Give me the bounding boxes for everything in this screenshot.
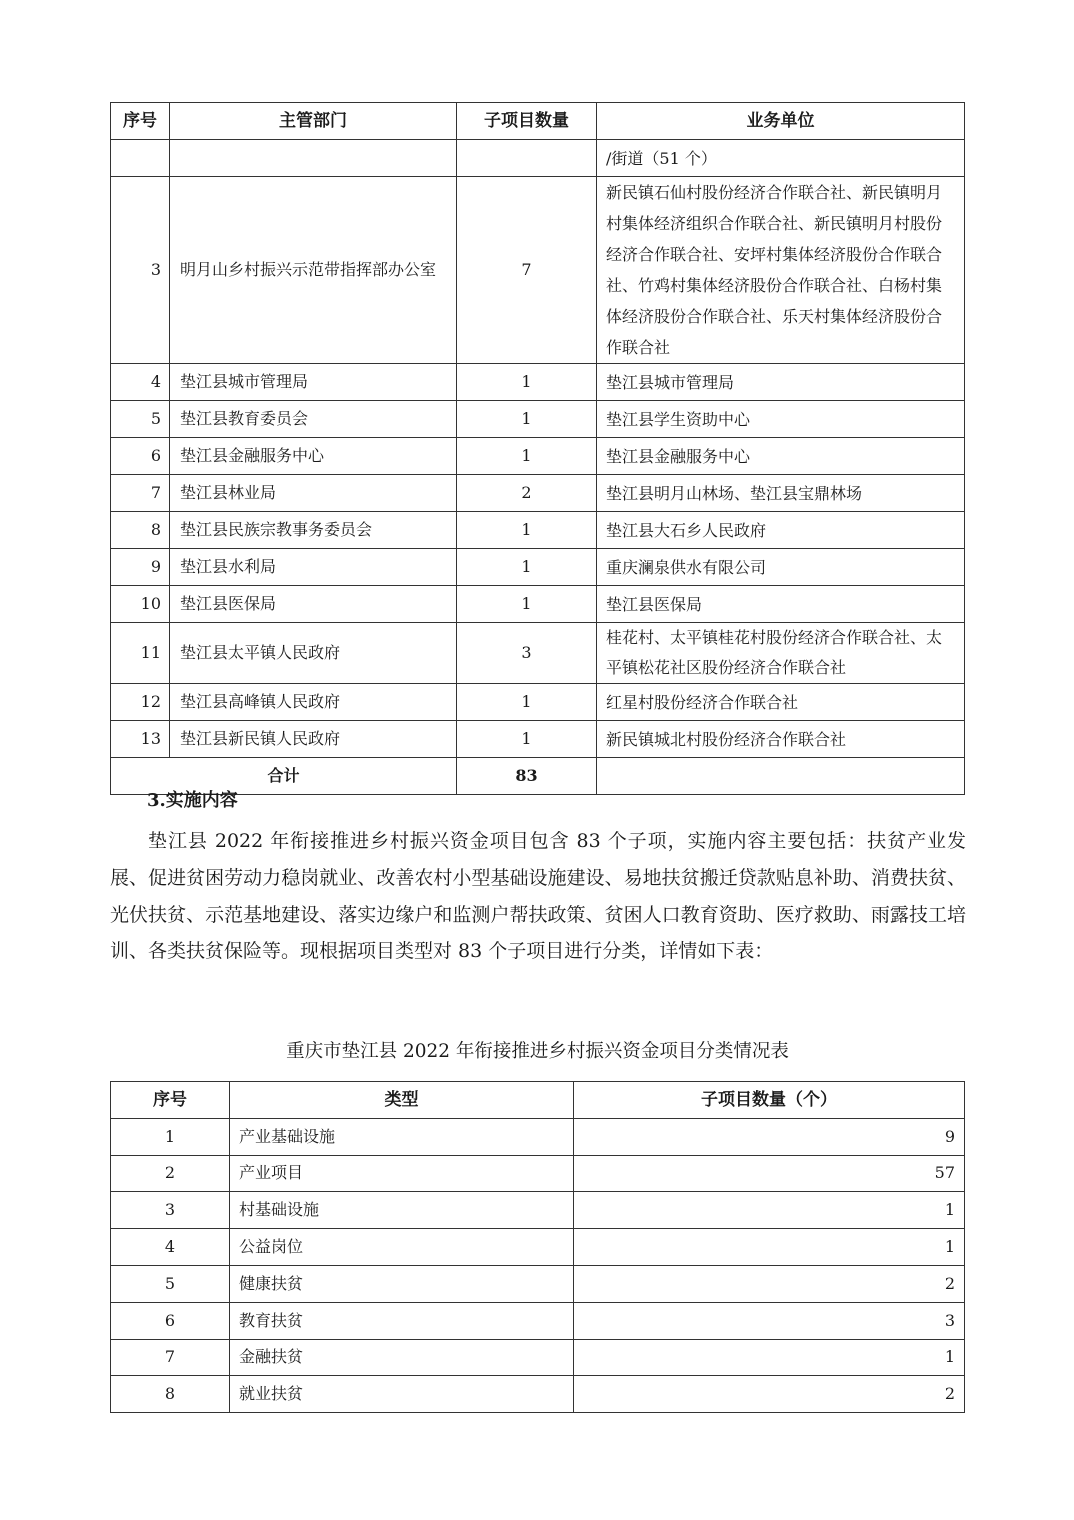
cell-type: 产业基础设施 [230,1118,574,1155]
cell-department: 垫江县新民镇人民政府 [170,721,457,758]
table-row [111,586,965,623]
cell-no: 8 [111,1376,230,1413]
table-row [111,1376,965,1413]
cell-count: 1 [457,721,597,758]
table-row-total [111,758,965,795]
total-units [597,758,965,795]
table-row [111,721,965,758]
header-units: 业务单位 [597,103,965,140]
table-row [111,438,965,475]
cell-department [170,140,457,177]
department-table-header [111,103,965,140]
cell-type: 健康扶贫 [230,1265,574,1302]
cell-units: /街道（51 个） [597,140,965,177]
cell-type: 金融扶贫 [230,1339,574,1376]
table-row [111,1192,965,1229]
cell-department: 垫江县金融服务中心 [170,438,457,475]
cell-count: 1 [457,401,597,438]
table-row-continued [111,140,965,177]
cell-type: 教育扶贫 [230,1302,574,1339]
cell-department: 明月山乡村振兴示范带指挥部办公室 [170,177,457,364]
table-row [111,684,965,721]
cell-units: 垫江县大石乡人民政府 [597,512,965,549]
table-row [111,1155,965,1192]
header-no: 序号 [111,1082,230,1119]
cell-no: 8 [111,512,170,549]
cell-units: 垫江县金融服务中心 [597,438,965,475]
cell-units: 新民镇城北村股份经济合作联合社 [597,721,965,758]
table-caption: 重庆市垫江县 2022 年衔接推进乡村振兴资金项目分类情况表 [286,1041,789,1062]
cell-count: 2 [574,1265,965,1302]
cell-no: 3 [111,177,170,364]
cell-no: 3 [111,1192,230,1229]
table-row [111,1339,965,1376]
cell-no: 6 [111,1302,230,1339]
category-table-header [111,1082,965,1119]
cell-count: 1 [457,364,597,401]
cell-type: 产业项目 [230,1155,574,1192]
cell-no: 5 [111,401,170,438]
cell-count: 2 [574,1376,965,1413]
cell-department: 垫江县教育委员会 [170,401,457,438]
cell-no [111,140,170,177]
cell-type: 村基础设施 [230,1192,574,1229]
cell-department: 垫江县高峰镇人民政府 [170,684,457,721]
cell-no: 7 [111,475,170,512]
cell-units: 新民镇石仙村股份经济合作联合社、新民镇明月村集体经济组织合作联合社、新民镇明月村股份经济合作联合社、安坪村集体经济股份合作联合社、竹鸡村集体经济股份合作联合社、白杨村集体经济股份合作联合社、乐天村集体经济股份合作联合社 [597,177,965,364]
section-heading: 3.实施内容 [147,790,238,811]
cell-count: 3 [457,623,597,684]
cell-units: 垫江县明月山林场、垫江县宝鼎林场 [597,475,965,512]
cell-units: 重庆澜泉供水有限公司 [597,549,965,586]
cell-count: 9 [574,1118,965,1155]
table-row [111,512,965,549]
cell-count: 57 [574,1155,965,1192]
table-row [111,1229,965,1266]
cell-no: 13 [111,721,170,758]
total-count: 83 [457,758,597,795]
cell-count: 1 [457,684,597,721]
table-row [111,549,965,586]
cell-no: 7 [111,1339,230,1376]
cell-department: 垫江县城市管理局 [170,364,457,401]
cell-no: 4 [111,1229,230,1266]
cell-count: 3 [574,1302,965,1339]
department-table [110,102,965,795]
table-row [111,623,965,684]
table-row [111,177,965,364]
table-row [111,364,965,401]
cell-no: 12 [111,684,170,721]
cell-units: 垫江县医保局 [597,586,965,623]
table-row [111,1118,965,1155]
header-count: 子项目数量（个） [574,1082,965,1119]
cell-units: 垫江县城市管理局 [597,364,965,401]
header-count: 子项目数量 [457,103,597,140]
cell-no: 2 [111,1155,230,1192]
cell-units: 垫江县学生资助中心 [597,401,965,438]
cell-department: 垫江县医保局 [170,586,457,623]
table-row [111,475,965,512]
cell-units: 红星村股份经济合作联合社 [597,684,965,721]
cell-count: 1 [574,1229,965,1266]
cell-no: 4 [111,364,170,401]
cell-no: 1 [111,1118,230,1155]
cell-units: 桂花村、太平镇桂花村股份经济合作联合社、太平镇松花社区股份经济合作联合社 [597,623,965,684]
cell-type: 公益岗位 [230,1229,574,1266]
section-paragraph: 垫江县 2022 年衔接推进乡村振兴资金项目包含 83 个子项，实施内容主要包括：扶贫产业发展、促进贫困劳动力稳岗就业、改善农村小型基础设施建设、易地扶贫搬迁贷款贴息补助、消费扶贫、光伏扶贫、示范基地建设、落实边缘户和监测户帮扶政策、贫困人口教育资助、医疗救助、雨露技工培训、各类扶贫保险等。现根据项目类型对 83 个子项目进行分类，详情如下表： [110,830,966,963]
cell-count: 1 [457,512,597,549]
cell-count: 1 [574,1192,965,1229]
cell-count: 1 [457,586,597,623]
cell-count [457,140,597,177]
cell-department: 垫江县民族宗教事务委员会 [170,512,457,549]
cell-no: 5 [111,1265,230,1302]
cell-no: 10 [111,586,170,623]
header-type: 类型 [230,1082,574,1119]
cell-count: 7 [457,177,597,364]
table-row [111,1302,965,1339]
total-label: 合计 [111,758,457,795]
cell-no: 9 [111,549,170,586]
cell-department: 垫江县林业局 [170,475,457,512]
cell-department: 垫江县太平镇人民政府 [170,623,457,684]
cell-no: 6 [111,438,170,475]
cell-count: 1 [574,1339,965,1376]
header-no: 序号 [111,103,170,140]
cell-count: 1 [457,549,597,586]
table-row [111,401,965,438]
header-department: 主管部门 [170,103,457,140]
cell-department: 垫江县水利局 [170,549,457,586]
category-table [110,1081,965,1413]
cell-count: 2 [457,475,597,512]
cell-no: 11 [111,623,170,684]
cell-count: 1 [457,438,597,475]
cell-type: 就业扶贫 [230,1376,574,1413]
table-row [111,1265,965,1302]
